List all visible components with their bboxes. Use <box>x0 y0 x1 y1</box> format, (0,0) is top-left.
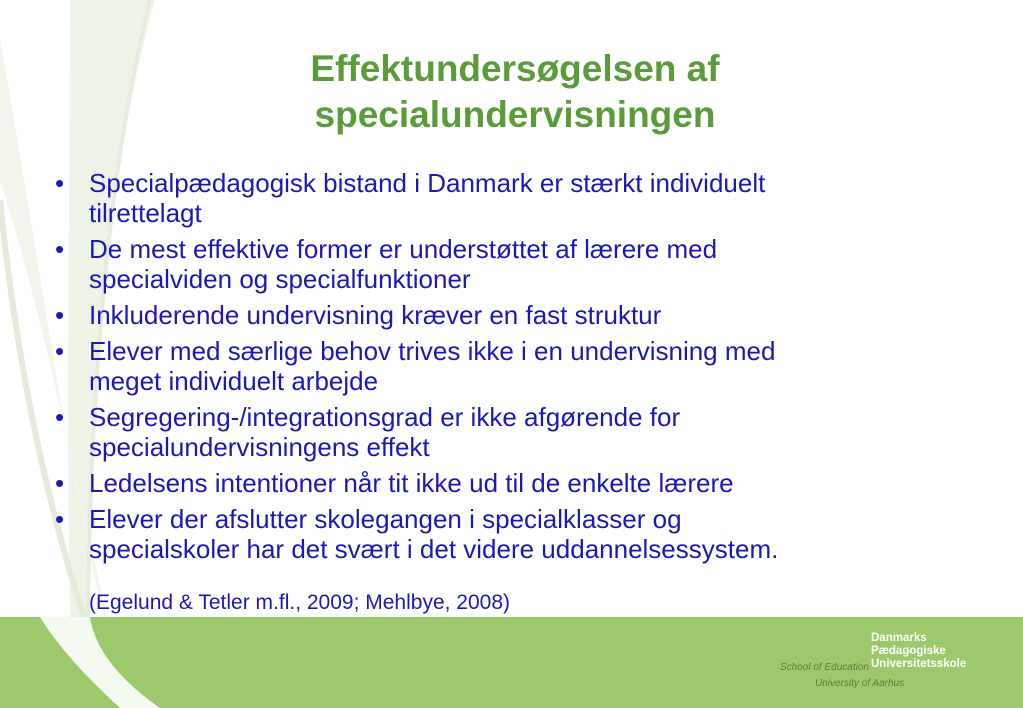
bullet-icon: • <box>55 504 65 534</box>
bullet-icon: • <box>55 402 65 432</box>
dpu-logo <box>775 632 985 692</box>
bullet-icon: • <box>55 468 65 498</box>
bullet-text-line-2: tilrettelagt <box>89 198 202 228</box>
logo-school: School of Education <box>780 662 869 673</box>
logo-name-line-3: Universitetsskole <box>871 658 967 670</box>
bullet-text-line-1: Specialpædagogisk bistand i Danmark er stærkt individuelt <box>89 168 766 198</box>
list-item <box>55 300 955 330</box>
list-item <box>55 168 955 228</box>
bullet-list <box>55 168 955 570</box>
bullet-text-line-2: specialskoler har det svært i det videre uddannelsessystem. <box>89 534 779 564</box>
bullet-text-line-1: De mest effektive former er understøttet af lærere med <box>89 234 718 264</box>
bullet-icon: • <box>55 168 65 198</box>
bullet-icon: • <box>55 234 65 264</box>
slide-title <box>200 46 830 138</box>
bullet-text-line-2: specialundervisningens effekt <box>89 432 430 462</box>
bullet-icon: • <box>55 336 65 366</box>
list-item <box>55 402 955 462</box>
bullet-text-line-1: Elever med særlige behov trives ikke i en undervisning med <box>89 336 776 366</box>
bullet-text-line-1: Elever der afslutter skolegangen i specialklasser og <box>89 504 682 534</box>
logo-name-line-1: Danmarks <box>871 632 927 644</box>
list-item <box>55 504 955 564</box>
list-item <box>55 336 955 396</box>
citation: (Egelund & Tetler m.fl., 2009; Mehlbye, 2008) <box>89 591 511 614</box>
bullet-text-line-1: Inkluderende undervisning kræver en fast struktur <box>89 300 662 330</box>
bullet-text-line-2: meget individuelt arbejde <box>89 366 379 396</box>
list-item <box>55 234 955 294</box>
bullet-text-line-1: Segregering-/integrationsgrad er ikke afgørende for <box>89 402 681 432</box>
logo-university: University of Aarhus <box>815 678 905 689</box>
bullet-icon: • <box>55 300 65 330</box>
title-line-1: Effektundersøgelsen af <box>310 48 720 89</box>
bullet-text-line-2: specialviden og specialfunktioner <box>89 264 471 294</box>
logo-name-line-2: Pædagogiske <box>871 645 946 657</box>
bullet-text-line-1: Ledelsens intentioner når tit ikke ud til de enkelte lærere <box>89 468 734 498</box>
list-item <box>55 468 955 498</box>
logo-name <box>871 632 966 671</box>
title-line-2: specialundervisningen <box>314 94 716 135</box>
